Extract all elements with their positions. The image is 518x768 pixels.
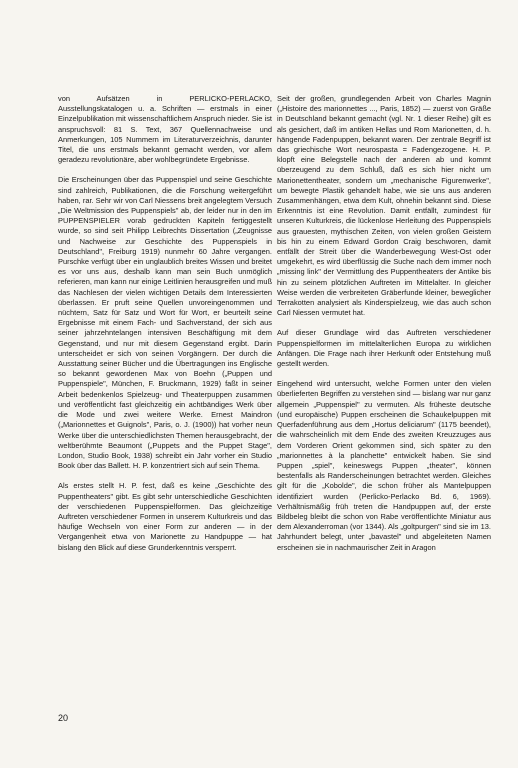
- paragraph: Seit der großen, grundlegenden Arbeit von Charles Magnin („Histoire des marionnettes ..., Paris, 1852) — zuerst von Gräße in Deutschland bekannt gemacht (vgl. Nr. 1 dieser Reihe) gilt es als gesichert, daß im antiken Hellas und Rom Marionetten, d. h. hängende Fadenpuppen, bekannt waren. Der zentrale Begriff ist das griechische Wort neurospasta = Fadengezogene. H. P. klopft eine Belegstelle nach der anderen ab und kommt überzeugend zu dem Schluß, daß es sich hier nicht um Marionettentheater, sondern um „mechanische Figurenwerke", um bewegte Plastik gehandelt habe, wie sie uns aus anderen Zusammenhängen, etwa dem Kult, ohnehin bekannt sind. Diese Erkenntnis ist eine Revolution. Damit entfällt, zumindest für unseren Kulturkreis, die lückenlose Herleitung des Puppenspiels aus grauesten, mythischen Zeiten, von vielen großen Geistern bis hin zu einem Edward Gordon Craig beschworen, damit entfällt der Streit über die Wanderbewegung West-Ost oder umgekehrt, es wird überflüssig die Suche nach dem immer noch „missing link" der Vermittlung des Puppentheaters der Antike bis hin zu seinem plötzlichen Auftreten im Mittelalter. In gleicher Weise werden die verbreiteten Gräberfunde kleiner, beweglicher Terrakotten analysiert als Kinderspielzeug, wie das auch schon Carl Niessen vermutet hat.: [277, 94, 491, 318]
- paragraph: Die Erscheinungen über das Puppenspiel und seine Geschichte sind zahlreich, Publikationen, die die Forschung weitergeführt haben, rar. Sehr wir von Carl Niessens breit angelegtem Versuch „Die Weltmission des Puppenspiels" ab, der leider nur in den im PUPPENSPIELER vorab gedruckten Kapiteln fertiggestellt wurde, so sind seit Philipp Leibrechts Dissertation („Zeugnisse und Nachweise zur Geschichte des Puppenspiels in Deutschland", Freiburg 1919) nunmehr 60 Jahre vergangen. Purschke verfügt über ein unglaublich breites Wissen und breitet es vor uns aus, deshalb kann man sein Buch unmöglich referieren, man kann nur einige Leitlinien herausgreifen und muß das Nachlesen der vielen wichtigen Details dem Interessierten überlassen. Er pruft seine Quellen unvoreingenommen und nüchtern, Satz für Satz und Wort für Wort, er beurteilt seine Ergebnisse mit einem Fach- und Sachverstand, der sich aus seiner jahrzehntelangen intensiven Beschäftigung mit dem Gegenstand, und nur mit diesem Gegenstand ergibt. Darin unterscheidet er sich von seinen Vorgängern. Der durch die Ausstattung seiner Bücher und die Übertragungen ins Englische so bekannt gewordenen Max von Boehn („Puppen und Puppenspiele", München, F. Bruckmann, 1929) faßt in seiner Arbeit bedenkenlos Spielzeug- und Theaterpuppen zusammen und veröffentlicht fast gleichzeitig ein achtbändiges Werk über die Mode und zwei weitere Werke. Ernest Maindron („Marionnettes et Guignols", Paris, o. J. (1900)) hat vorher neun Werke über die unterschiedlichsten Themen herausgebracht, der weltberühmte Beaumont („Puppets and the Puppet Stage", London, Studio Book, 1938) schreibt ein Jahr vorher ein Studio Book über das Ballett. H. P. konzentriert sich auf sein Thema.: [58, 175, 272, 471]
- page-number: 20: [58, 713, 69, 723]
- paragraph: Als erstes stellt H. P. fest, daß es keine „Geschichte des Puppentheaters" gibt. Es gibt sehr unterschiedliche Geschichten der verschiedenen Puppenspielformen. Das gleichzeitige Auftreten verschiedener Formen in unserem Kulturkreis und das häufige Wechseln von einer Form zur anderen — in der Vergangenheit etwa von Marionette zu Handpuppe — hat bislang den Blick auf diese Grunderkenntnis versperrt.: [58, 481, 272, 552]
- paragraph: Eingehend wird untersucht, welche Formen unter den vielen überlieferten Begriffen zu verstehen sind — bislang war nur ganz allgemein „Puppenspiel" zu vermuten. Als früheste deutsche (und europäische) Puppen erscheinen die Schaukelpuppen mit Querfadenführung aus dem „Hortus deliciarum" (1175 beendet), die wahrscheinlich mit dem Ende des zweiten Kreuzzuges aus dem Vorderen Orient gekommen sind, sich später zu den „marionnettes à la planchette" entwickelt haben. Sie sind Puppen „spiel", keineswegs Puppen „theater", können bestenfalls als Randerscheinungen betrachtet werden. Gleiches gilt für die „Kobolde", die schon früher als Mantelpuppen identifiziert wurden (Perlicko-Perlacko Bd. 6, 1969). Verhältnismäßig früh treten die Handpuppen auf, der erste Bildbeleg bleibt die schon von Rabe veröffentlichte Miniatur aus dem Alexanderroman (vor 1344). Als „goltpurgen" sind sie im 13. Jahrhundert belegt, unter „bavastel" und abgeleiteten Namen erscheinen sie in nachmaurischer Zeit in Aragon: [277, 379, 491, 552]
- paragraph: von Aufsätzen in PERLICKO-PERLACKO, Ausstellungskatalogen u. a. Schriften — erstmals in einer Einzelpublikation mit wissenschaftlichem Anspruch nieder. Sie ist anspruchsvoll: 81 S. Text, 367 Quellennachweise und Anmerkungen, 105 Nummern im Literaturverzeichnis, darunter Titel, die uns erstmals bekannt gemacht werden, vor allem geradezu revolutionäre, aber wohlbegründete Ergebnisse.: [58, 94, 272, 165]
- right-text-column: [277, 94, 491, 563]
- paragraph: Auf dieser Grundlage wird das Auftreten verschiedener Puppenspielformen im mittelalterlichen Europa zu wirklichen Anfängen. Die Frage nach ihrer Herkunft oder Entstehung muß gestellt werden.: [277, 328, 491, 369]
- left-text-column: [58, 94, 272, 563]
